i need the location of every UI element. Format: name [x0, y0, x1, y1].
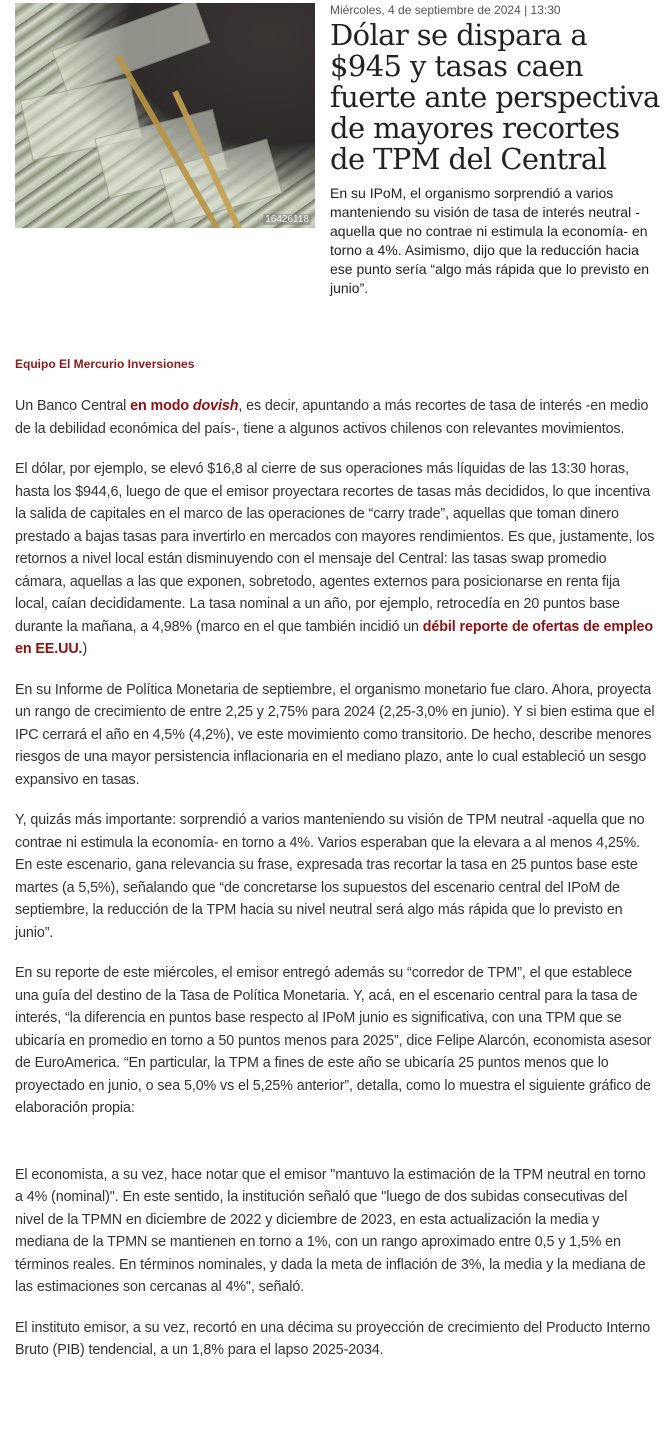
article-paragraph: El economista, a su vez, hace notar que el emisor "mantuvo la estimación de la TPM neutral en torno a 4% (nominal)". En este sentido, la institución señaló que "luego de dos subidas consecutivas del nivel de la TPMN en diciembre de 2022 y diciembre de 2023, en esta actualización la media y mediana de la TPMN se mantienen en torno a 1%, con un rango aproximado entre 0,5 y 1,5% en términos reales. En términos nominales, y dada la meta de inflación de 3%, la media y la mediana de las estimaciones son cercanas al 4%", señaló. — [15, 1166, 646, 1295]
employment-report-link[interactable]: débil reporte de ofertas de empleo en EE.UU. — [15, 618, 653, 657]
article-paragraph: El dólar, por ejemplo, se elevó $16,8 al cierre de sus operaciones más líquidas de las 13:30 horas, hasta los $944,6, luego de que el emisor proyectara recortes de tasas más decididos, lo que incentiva la salida de capitales en el marco de las operaciones de “carry trade”, aquellas que toman dinero prestado a bajas tasas para invertirlo en mercados con mayores rendimientos. Es que, justamente, los retornos a nivel local están disminuyendo con el mensaje del Central: las tasas swap promedio cámara, aquellas a las que exponen, sobretodo, agentes externos para posicionarse en renta fija local, caían decididamente. La tasa nominal a un año, por ejemplo, retrocedía en 20 puntos base durante la mañana, a 4,98% (marco en el que también incidió un débil reporte de ofertas de empleo en EE.UU.) — [15, 461, 655, 657]
article-headline: Dólar se dispara a $945 y tasas caen fuerte ante perspectiva de mayores recortes de TPM del Central — [330, 18, 660, 176]
article-paragraph: En su reporte de este miércoles, el emisor entregó además su “corredor de TPM”, el que establece una guía del destino de la Tasa de Política Monetaria. Y, acá, en el escenario central para la tasa de interés, “la diferencia en puntos base respecto al IPoM junio es significativa, con una TPM que se ubicaría en promedio en torno a 50 puntos menos para 2025”, dice Felipe Alarcón, economista asesor de EuroAmerica. “En particular, la TPM a fines de este año se ubicaría 25 puntos menos que lo proyectado en junio, o sea 5,0% vs el 5,25% anterior”, detalla, como lo muestra el siguiente gráfico de elaboración propia: — [15, 965, 652, 1116]
article-paragraph: En su Informe de Política Monetaria de septiembre, el organismo monetario fue claro. Ahora, proyecta un rango de crecimiento de entre 2,25 y 2,75% para 2024 (2,25-3,0% en junio). Y si bien estima que el IPC cerrará el año en 4,5% (4,2%), ve este movimiento como transitorio. De hecho, describe menores riesgos de una mayor persistencia inflacionaria en el mediano plazo, ante lo cual estableció un sesgo expansivo en tasas. — [15, 681, 655, 788]
dovish-link[interactable]: en modo dovish — [130, 398, 239, 414]
article-date: Miércoles, 4 de septiembre de 2024 | 13:30 — [330, 3, 561, 17]
article-lede: En su IPoM, el organismo sorprendió a varios manteniendo su visión de tasa de interés neutral -aquella que no contrae ni estimula la economía- en torno a 4%. Asimismo, dijo que la reducción hacia ese punto sería “algo más rápida que lo previsto en junio”. — [330, 185, 650, 296]
article-byline: Equipo El Mercurio Inversiones — [15, 357, 195, 371]
image-watermark: 16426118 — [265, 214, 309, 225]
chart-placeholder — [15, 1138, 655, 1164]
hero-image — [15, 3, 315, 228]
article-body — [15, 395, 655, 1380]
article-paragraph: Un Banco Central en modo dovish, es decir, apuntando a más recortes de tasa de interés -en medio de la debilidad económica del país-, tiene a algunos activos chilenos con relevantes movimientos. — [15, 398, 649, 437]
article-paragraph: Y, quizás más importante: sorprendió a varios manteniendo su visión de TPM neutral -aquella que no contrae ni estimula la economía- en torno a 4%. Varios esperaban que la elevara a al menos 4,25%. En este escenario, gana relevancia su frase, expresada tras recortar la tasa en 25 puntos base este martes (a 5,5%), señalando que “de concretarse los supuestos del escenario central del IPoM de septiembre, la reducción de la TPM hacia su nivel neutral será algo más rápida que lo previsto en junio”. — [15, 812, 645, 941]
article-paragraph: El instituto emisor, a su vez, recortó en una décima su proyección de crecimiento del Producto Interno Bruto (PIB) tendencial, a un 1,8% para el lapso 2025-2034. — [15, 1319, 651, 1358]
